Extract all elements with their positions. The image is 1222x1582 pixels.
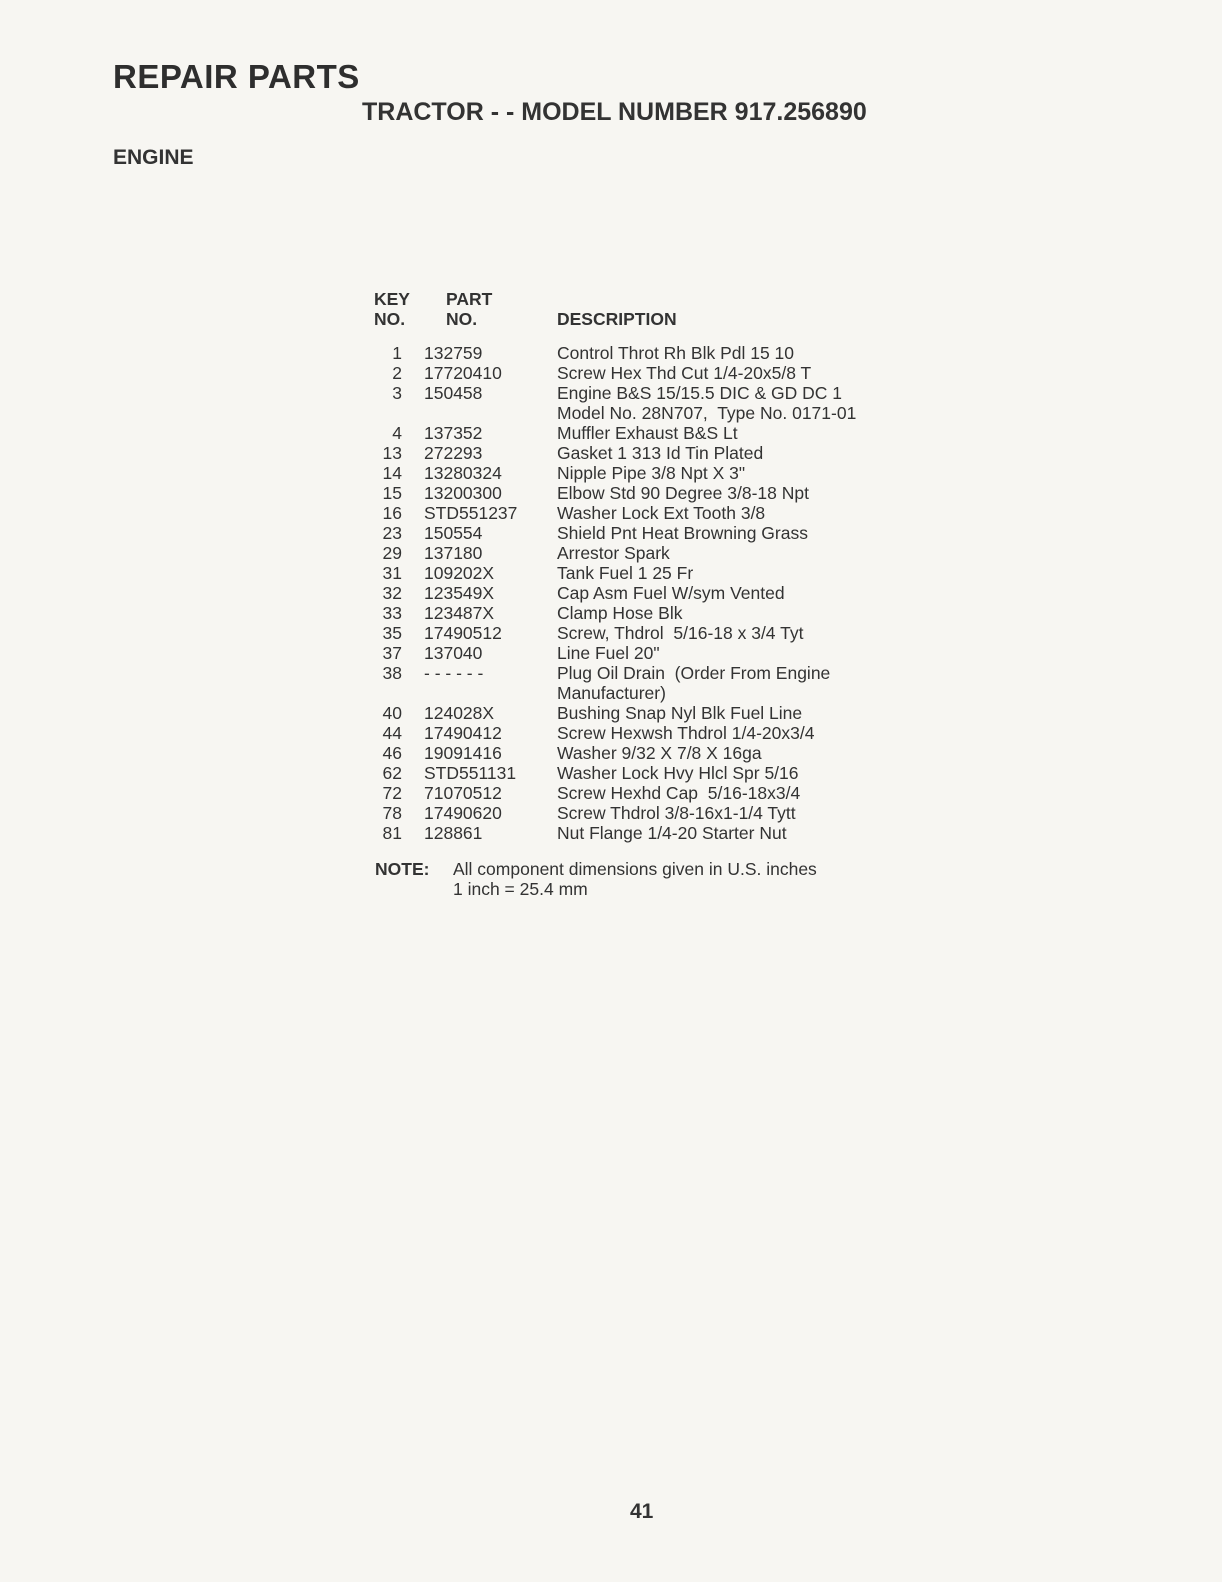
page-number: 41 (630, 1500, 654, 1523)
key-number: 23 (382, 523, 402, 543)
part-description: Screw Hex Thd Cut 1/4-20x5/8 T (557, 363, 812, 383)
table-row (374, 743, 856, 763)
table-row (374, 783, 856, 803)
part-number: - - - - - - (424, 663, 484, 683)
part-no-header (446, 289, 536, 329)
page-title: REPAIR PARTS (113, 58, 360, 95)
part-number: 109202X (424, 563, 495, 583)
table-row (374, 703, 856, 723)
part-description: Nipple Pipe 3/8 Npt X 3" (557, 463, 746, 483)
part-description: Clamp Hose Blk (557, 603, 683, 623)
part-number: 13200300 (424, 483, 502, 503)
key-number: 44 (382, 723, 402, 743)
parts-table (374, 289, 856, 843)
part-number: STD551131 (424, 763, 517, 783)
key-number: 2 (392, 363, 402, 383)
key-number: 62 (382, 763, 402, 783)
table-row (374, 763, 856, 783)
key-number: 31 (382, 563, 402, 583)
table-row (374, 343, 856, 363)
table-row (374, 663, 856, 703)
table-row (374, 603, 856, 623)
key-number: 29 (382, 543, 402, 563)
dimension-note (375, 859, 817, 899)
section-heading: ENGINE (113, 146, 194, 169)
key-number: 35 (382, 623, 402, 643)
table-row (374, 563, 856, 583)
parts-table-header (374, 289, 856, 343)
part-description: Cap Asm Fuel W/sym Vented (557, 583, 785, 603)
part-description: Control Throt Rh Blk Pdl 15 10 (557, 343, 795, 363)
part-description: Gasket 1 313 Id Tin Plated (557, 443, 764, 463)
key-number: 37 (382, 643, 402, 663)
part-description: Engine B&S 15/15.5 DIC & GD DC 1 Model No. 28N707, Type No. 0171-01 (557, 383, 857, 423)
key-number: 32 (382, 583, 402, 603)
part-number: 137040 (424, 643, 483, 663)
part-description: Bushing Snap Nyl Blk Fuel Line (557, 703, 803, 723)
table-row (374, 443, 856, 463)
part-number: 17490412 (424, 723, 502, 743)
table-row (374, 423, 856, 443)
part-description: Washer 9/32 X 7/8 X 16ga (557, 743, 762, 763)
part-header-line1: PART (446, 289, 493, 309)
note-line2: 1 inch = 25.4 mm (453, 879, 588, 899)
part-number: 150554 (424, 523, 483, 543)
key-number: 81 (382, 823, 402, 843)
table-row (374, 463, 856, 483)
part-description: Line Fuel 20" (557, 643, 660, 663)
key-header-line1: KEY (374, 289, 410, 309)
table-row (374, 483, 856, 503)
description-header: DESCRIPTION (557, 309, 677, 329)
parts-table-body (374, 343, 856, 843)
part-number: 150458 (424, 383, 483, 403)
part-description: Shield Pnt Heat Browning Grass (557, 523, 808, 543)
part-description: Screw, Thdrol 5/16-18 x 3/4 Tyt (557, 623, 804, 643)
table-row (374, 383, 856, 423)
part-number: 17720410 (424, 363, 502, 383)
key-number: 15 (382, 483, 402, 503)
part-number: 132759 (424, 343, 483, 363)
part-description: Washer Lock Ext Tooth 3/8 (557, 503, 766, 523)
part-header-line2: NO. (446, 309, 478, 329)
key-number: 40 (382, 703, 402, 723)
part-number: 137352 (424, 423, 483, 443)
part-number: 128861 (424, 823, 483, 843)
table-row (374, 543, 856, 563)
table-row (374, 623, 856, 643)
key-number: 38 (382, 663, 402, 683)
part-description: Plug Oil Drain (Order From Engine Manufacturer) (557, 663, 831, 703)
key-number: 4 (392, 423, 402, 443)
part-number: 123487X (424, 603, 495, 623)
part-description: Nut Flange 1/4-20 Starter Nut (557, 823, 787, 843)
table-row (374, 823, 856, 843)
table-row (374, 503, 856, 523)
key-number: 78 (382, 803, 402, 823)
table-row (374, 723, 856, 743)
note-label: NOTE: (375, 859, 430, 879)
part-number: 19091416 (424, 743, 502, 763)
part-description: Muffler Exhaust B&S Lt (557, 423, 738, 443)
part-number: 137180 (424, 543, 483, 563)
part-description: Screw Hexhd Cap 5/16-18x3/4 (557, 783, 801, 803)
part-description: Elbow Std 90 Degree 3/8-18 Npt (557, 483, 809, 503)
key-number: 16 (382, 503, 402, 523)
page-subtitle: TRACTOR - - MODEL NUMBER 917.256890 (362, 98, 867, 126)
table-row (374, 643, 856, 663)
part-description: Screw Thdrol 3/8-16x1-1/4 Tytt (557, 803, 796, 823)
key-no-header (374, 289, 424, 329)
part-description: Arrestor Spark (557, 543, 670, 563)
part-number: STD551237 (424, 503, 518, 523)
part-description: Screw Hexwsh Thdrol 1/4-20x3/4 (557, 723, 815, 743)
key-number: 14 (382, 463, 402, 483)
part-number: 17490512 (424, 623, 502, 643)
key-number: 72 (382, 783, 402, 803)
key-number: 13 (382, 443, 402, 463)
part-number: 71070512 (424, 783, 502, 803)
table-row (374, 523, 856, 543)
key-number: 3 (392, 383, 402, 403)
part-description: Tank Fuel 1 25 Fr (557, 563, 694, 583)
key-number: 33 (382, 603, 402, 623)
key-number: 1 (392, 343, 402, 363)
note-line1: All component dimensions given in U.S. inches (453, 859, 817, 879)
part-number: 123549X (424, 583, 495, 603)
table-row (374, 583, 856, 603)
table-row (374, 803, 856, 823)
part-number: 272293 (424, 443, 483, 463)
part-number: 17490620 (424, 803, 502, 823)
key-header-line2: NO. (374, 309, 406, 329)
part-number: 124028X (424, 703, 495, 723)
table-row (374, 363, 856, 383)
part-number: 13280324 (424, 463, 502, 483)
part-description: Washer Lock Hvy Hlcl Spr 5/16 (557, 763, 799, 783)
key-number: 46 (382, 743, 402, 763)
